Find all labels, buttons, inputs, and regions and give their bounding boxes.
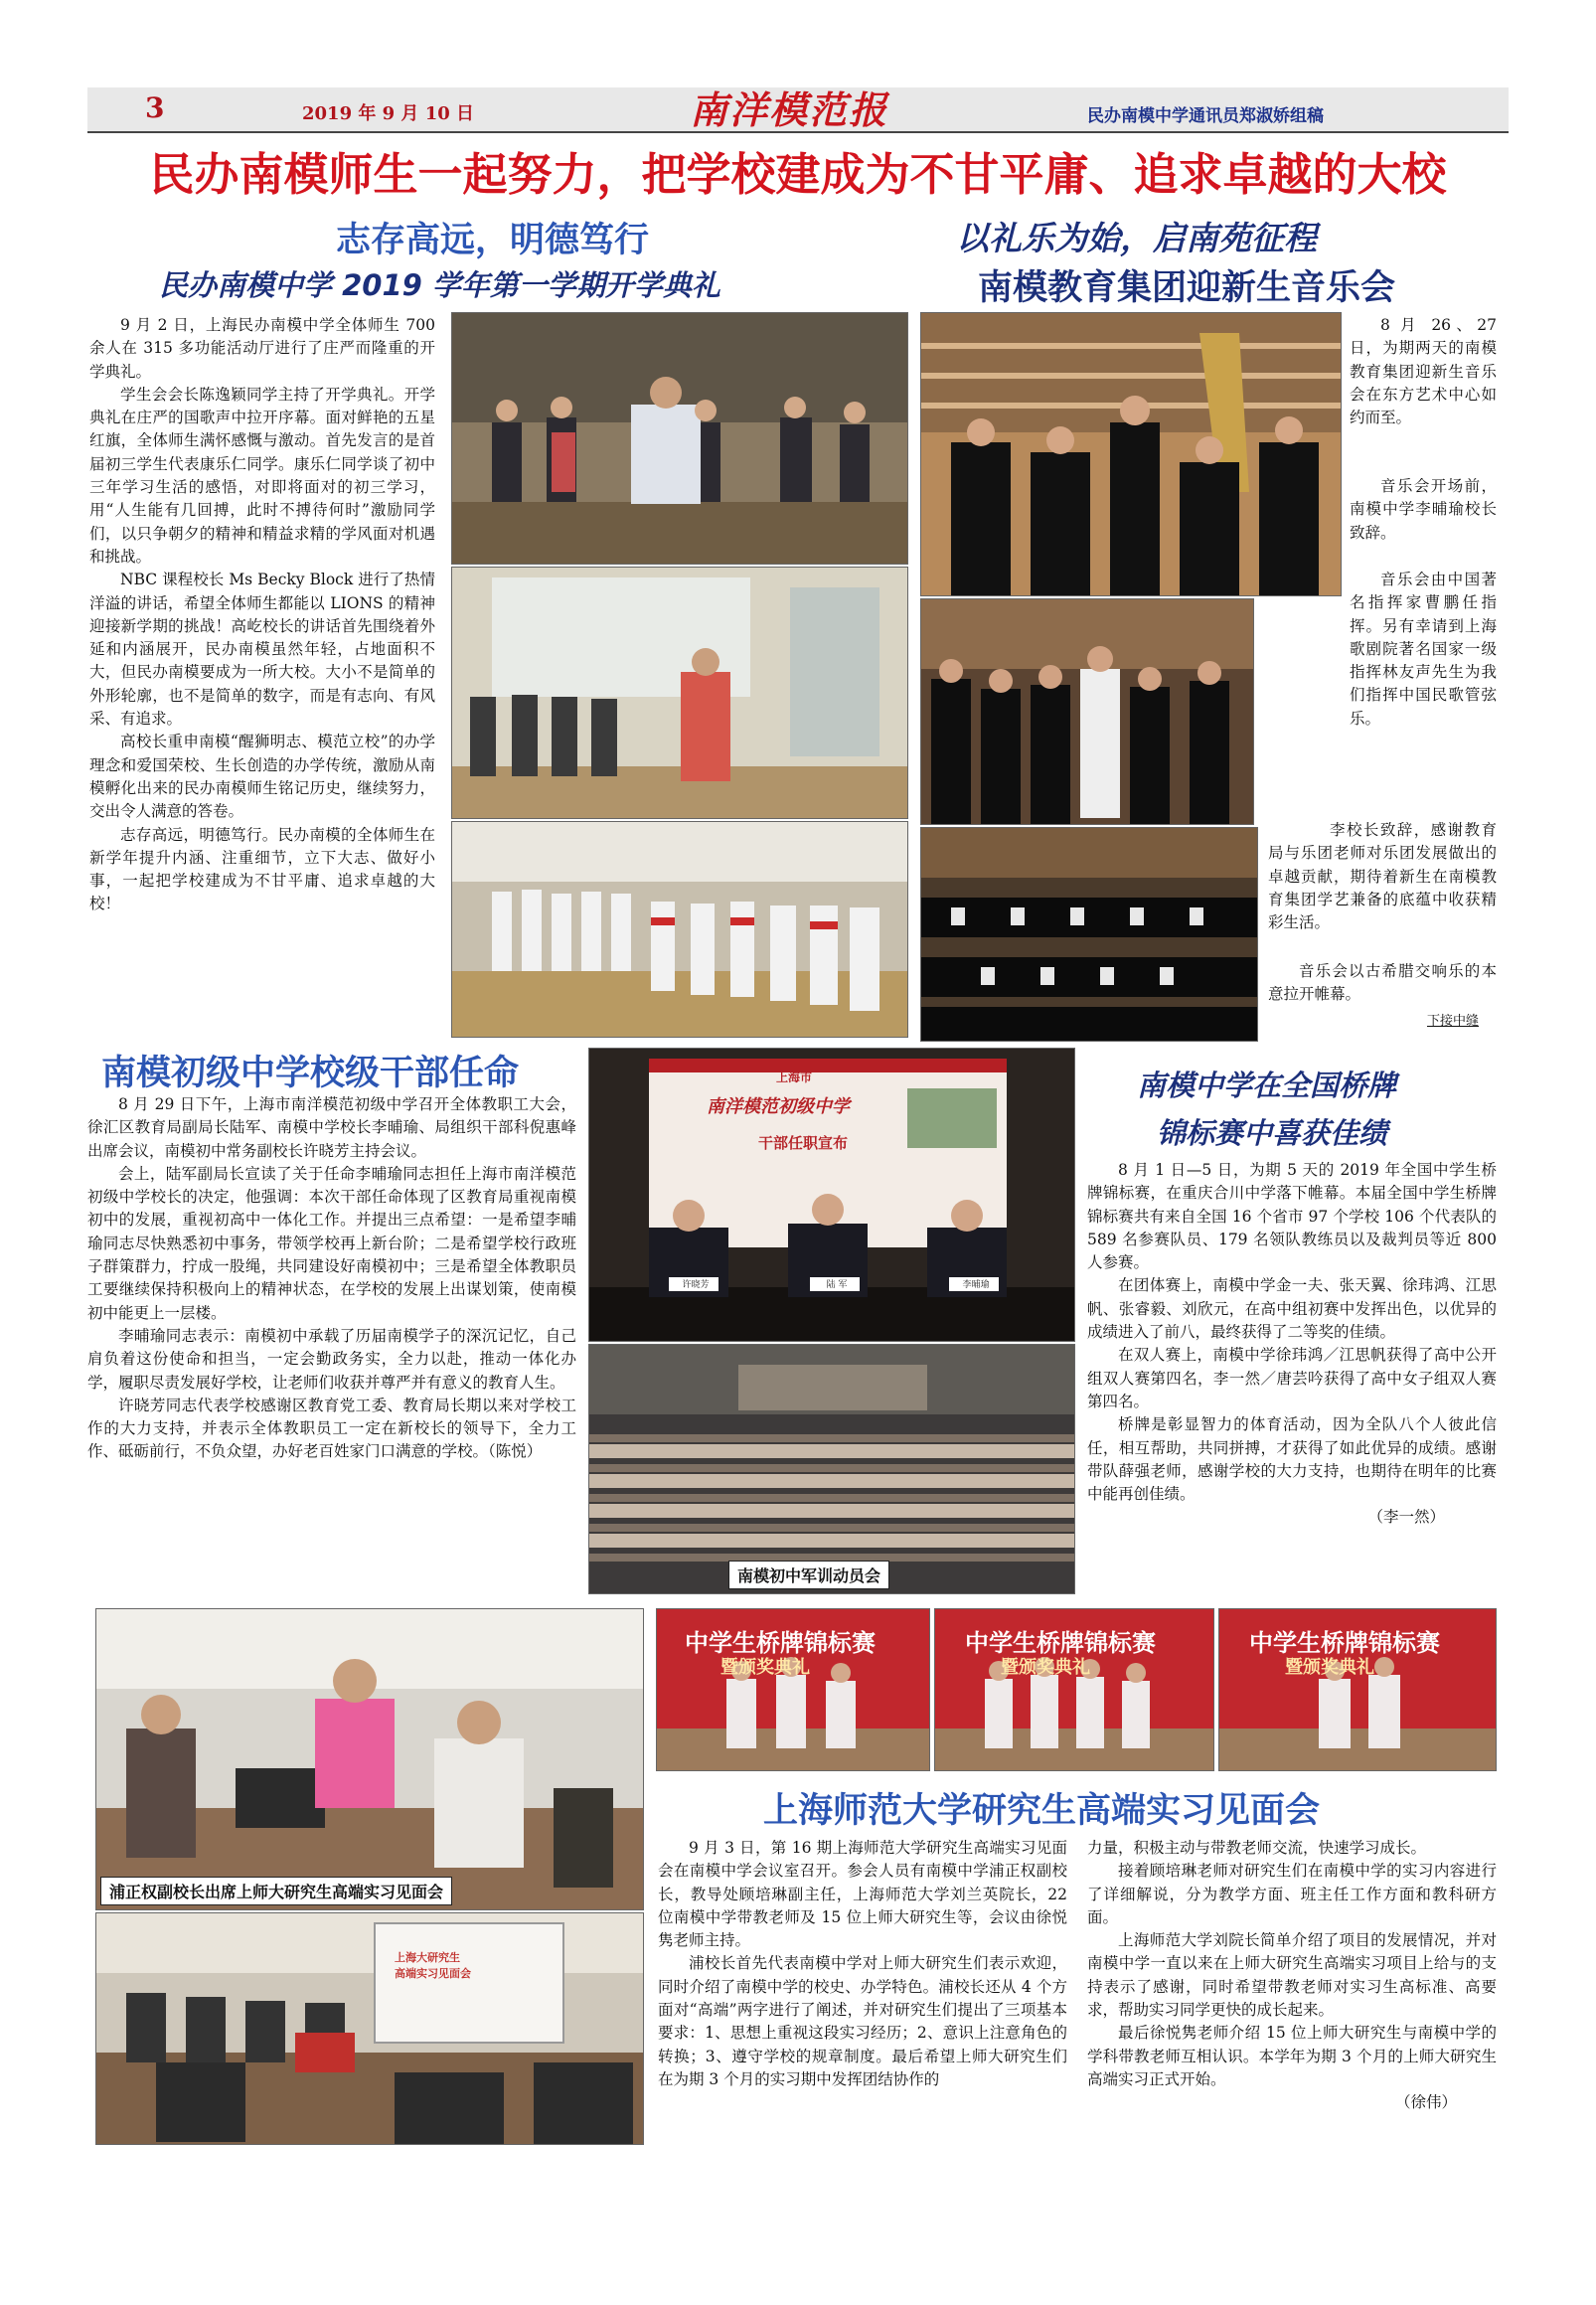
appointment-para: 许晓芳同志代表学校感谢区教育党工委、教育局长期以来对学校工作的大力支持，并表示全体教职员工一定在新校长的领导下，全力工作、砥砺前行，不负众望，办好老百姓家门口满意的学校。（陈悦） [87,1396,576,1461]
nameplate: 许晓芳 [682,1280,710,1290]
ceremony-para: NBC 课程校长 Ms Becky Block 进行了热情洋溢的讲话，希望全体师生都能以 LIONS 的精神迎接新学期的挑战！高屹校长的讲话首先围绕着外延和内涵展开，民办南模虽然年轻，占地面积不大，但民办南模要成为一所大校。大小不是简单的外形轮廓，也不是简单的数字，而是有志向、有风采、有追求。 [89,571,435,729]
internship-photo-caption: 浦正权副校长出席上师大研究生高端实习见面会 [100,1877,452,1905]
issue-date: 2019 年 9 月 10 日 [302,103,475,124]
screen-line-2: 高端实习见面会 [395,1967,471,1980]
military-training-caption: 南模初中军训动员会 [728,1561,889,1589]
bridge-para: 8 月 1 日—5 日，为期 5 天的 2019 年全国中学生桥牌锦标赛，在重庆合川中学落下帷幕。本届全国中学生桥牌锦标赛共有来自全国 16 个省市 97 个学校 106 个代表队的 589 名参赛队员、179 名领队教练员以及裁判员等近 800 人参赛。 [1087,1161,1497,1272]
internship-para: 9 月 3 日，第 16 期上海师范大学研究生高端实习见面会在南模中学会议室召开。参会人员有南模中学浦正权副校长，教导处顾培琳副主任，上海师范大学刘兰英院长，22 位南模中学带教老师及 15 位上师大研究生等，会议由徐悦隽老师主持。 [658,1839,1067,1950]
ceremony-para: 志存高远，明德笃行。民办南模的全体师生在新学年提升内涵、注重细节，立下大志、做好小事，一起把学校建成为不甘平庸、追求卓越的大校！ [89,825,435,913]
page-number: 3 [145,91,165,124]
bridge-title-line-1: 南模中学在全国桥牌 [1137,1069,1397,1102]
bridge-author: （李一然） [1367,1508,1445,1527]
concert-para-2: 音乐会开场前，南模中学李晡瑜校长致辞。 [1350,477,1497,542]
ceremony-speaker-photo [451,567,908,819]
nameplate: 陆 军 [826,1280,848,1290]
ceremony-body [89,314,435,916]
nameplate: 李晡瑜 [962,1280,990,1290]
continued-note: 下接中缝 [1427,1014,1480,1029]
appointment-para: 李晡瑜同志表示：南模初中承载了历届南模学子的深沉记忆，自己肩负着这份使命和担当，一定会勤政务实，全力以赴，推动一体化办学，履职尽责发展好学校，让老师们收获并尊严并有意义的教育人生。 [87,1326,576,1392]
concert-conductor-photo [920,312,1342,596]
concert-title: 南模教育集团迎新生音乐会 [978,268,1396,308]
bridge-para: 在双人赛上，南模中学徐玮鸿／江思帆获得了高中公开组双人赛第四名，李一然／唐芸吟获得了高中女子组双人赛第四名。 [1087,1346,1497,1410]
banner-headline: 民办南模师生一起努力，把学校建成为不甘平庸、追求卓越的大校 [149,148,1447,201]
bridge-banner-sub: 暨颁奖典礼 [1285,1657,1374,1678]
concert-hall-photo [920,827,1258,1042]
bridge-title-line-2: 锦标赛中喜获佳绩 [1157,1116,1388,1150]
ceremony-title: 民办南模中学 2019 学年第一学期开学典礼 [159,268,720,302]
internship-room-photo [95,1912,644,2145]
screen-line-1: 上海大研究生 [395,1951,460,1964]
appointment-meeting-photo [588,1048,1075,1342]
concert-para-5: 音乐会以古希腊交响乐的本意拉开帷幕。 [1268,962,1497,1004]
bridge-body [1087,1159,1497,1530]
concert-para-4: 李校长致辞，感谢教育局与乐团老师对乐团发展做出的卓越贡献，期待着新生在南模教育集团学艺兼备的底蕴中收获精彩生活。 [1268,821,1497,932]
ceremony-subtitle: 志存高远，明德笃行 [336,221,650,260]
ceremony-para: 学生会会长陈逸颖同学主持了开学典礼。开学典礼在庄严的国歌声中拉开序幕。面对鲜艳的五星红旗，全体师生满怀感慨与激动。首先发言的是首届初三学生代表康乐仁同学。康乐仁同学谈了初中三年学习生活的感悟，对即将面对的初三学习，用“人生能有几回搏，此时不搏待何时”激励同学们，以只争朝夕的精神和精益求精的学风面对机遇和挑战。 [89,385,435,566]
internship-para: 最后徐悦隽老师介绍 15 位上师大研究生与南模中学的学科带教老师互相认识。本学年为期 3 个月的上师大研究生高端实习正式开始。 [1087,2024,1497,2088]
internship-table-photo [95,1608,644,1910]
appointment-para: 8 月 29 日下午，上海市南洋模范初级中学召开全体教职工大会，徐汇区教育局副局长陆军、南模中学校长李晡瑜、局组织干部科倪惠峰出席会议，南模初中常务副校长许晓芳主持会议。 [87,1095,576,1160]
slide-line-2: 南洋模范初级中学 [707,1096,850,1117]
masthead: 南洋模范报 [690,87,889,132]
concert-para-1: 8 月 26、27 日，为期两天的南模教育集团迎新生音乐会在东方艺术中心如约而至。 [1350,316,1497,427]
bridge-award-photo-3 [1218,1608,1497,1771]
internship-para: 力量，积极主动与带教老师交流，快速学习成长。 [1087,1839,1427,1857]
bridge-para: 在团体赛上，南模中学金一夫、张天翼、徐玮鸿、江思帆、张睿毅、刘欣元，在高中组初赛中发挥出色，以优异的成绩进入了前八，最终获得了二等奖的佳绩。 [1087,1276,1497,1342]
editor-credit: 民办南模中学通讯员郑淑娇组稿 [1087,106,1324,126]
bridge-banner-text: 中学生桥牌锦标赛 [685,1629,876,1657]
internship-para: 浦校长首先代表南模中学对上师大研究生们表示欢迎，同时介绍了南模中学的校史、办学特色。浦校长还从 4 个方面对“高端”两字进行了阐述，并对研究生们提出了三项基本要求：1、思想上重视这段实习经历；2、意识上注意角色的转换；3、遵守学校的规章制度。最后希望上师大研究生们在为期 3 个月的实习期中发挥团结协作的 [658,1954,1067,2088]
concert-orchestra-photo [920,598,1254,825]
military-training-photo [588,1344,1075,1594]
ceremony-stage-photo [451,312,908,565]
appointment-body [87,1093,576,1464]
internship-para: 接着顾培琳老师对研究生们在南模中学的实习内容进行了详细解说，分为教学方面、班主任工作方面和教科研方面。 [1087,1862,1497,1926]
internship-author: （徐伟） [1394,2093,1457,2112]
bridge-banner-text: 中学生桥牌锦标赛 [1249,1629,1440,1657]
internship-title: 上海师范大学研究生高端实习见面会 [763,1791,1321,1831]
appointment-title: 南模初级中学校级干部任命 [101,1054,520,1093]
internship-col-2 [1087,1837,1497,2115]
internship-para: 上海师范大学刘院长简单介绍了项目的发展情况，并对南模中学一直以来在上师大研究生高端实习项目上给与的支持表示了感谢，同时希望带教老师对实习生高标准、高要求，帮助实习同学更快的成长起来。 [1087,1931,1497,2020]
concert-subtitle: 以礼乐为始，启南苑征程 [956,219,1317,257]
students-line-photo [451,821,908,1038]
bridge-award-photo-2 [934,1608,1214,1771]
ceremony-para: 高校长重申南模“醒狮明志、模范立校”的办学理念和爱国荣校、生长创造的办学传统，激励从南模孵化出来的民办南模师生铭记历史，继续努力，交出令人满意的答卷。 [89,733,435,821]
slide-line-1: 上海市 [776,1070,813,1084]
bridge-award-photo-1 [656,1608,930,1771]
bridge-banner-text: 中学生桥牌锦标赛 [965,1629,1156,1657]
ceremony-para: 9 月 2 日，上海民办南模中学全体师生 700 余人在 315 多功能活动厅进行了庄严而隆重的开学典礼。 [89,316,435,381]
bridge-banner-sub: 暨颁奖典礼 [1001,1657,1090,1678]
appointment-para: 会上，陆军副局长宣读了关于任命李晡瑜同志担任上海市南洋模范初级中学校长的决定，他强调：本次干部任命体现了区教育局重视南模初中的发展，重视初高中一体化工作。并提出三点希望：一是希望李晡瑜同志尽快熟悉初中事务，带领学校再上新台阶；二是希望学校行政班子群策群力，拧成一股绳，共同建设好南模初中；三是希望全体教职员工要继续保持积极向上的精神状态，在学校的发展上出谋划策，使南模初中能更上一层楼。 [87,1164,576,1322]
concert-para-3: 音乐会由中国著名指挥家曹鹏任指挥。另有幸请到上海歌剧院著名国家一级指挥林友声先生为我们指挥中国民歌管弦乐。 [1350,571,1497,728]
internship-col-1 [658,1837,1067,2091]
bridge-para: 桥牌是彰显智力的体育活动，因为全队八个人彼此信任，相互帮助，共同拼搏，才获得了如此优异的成绩。感谢带队薛强老师，感谢学校的大力支持，也期待在明年的比赛中能再创佳绩。 [1087,1415,1497,1504]
slide-line-3: 干部任职宣布 [758,1134,849,1152]
bridge-banner-sub: 暨颁奖典礼 [720,1657,810,1678]
